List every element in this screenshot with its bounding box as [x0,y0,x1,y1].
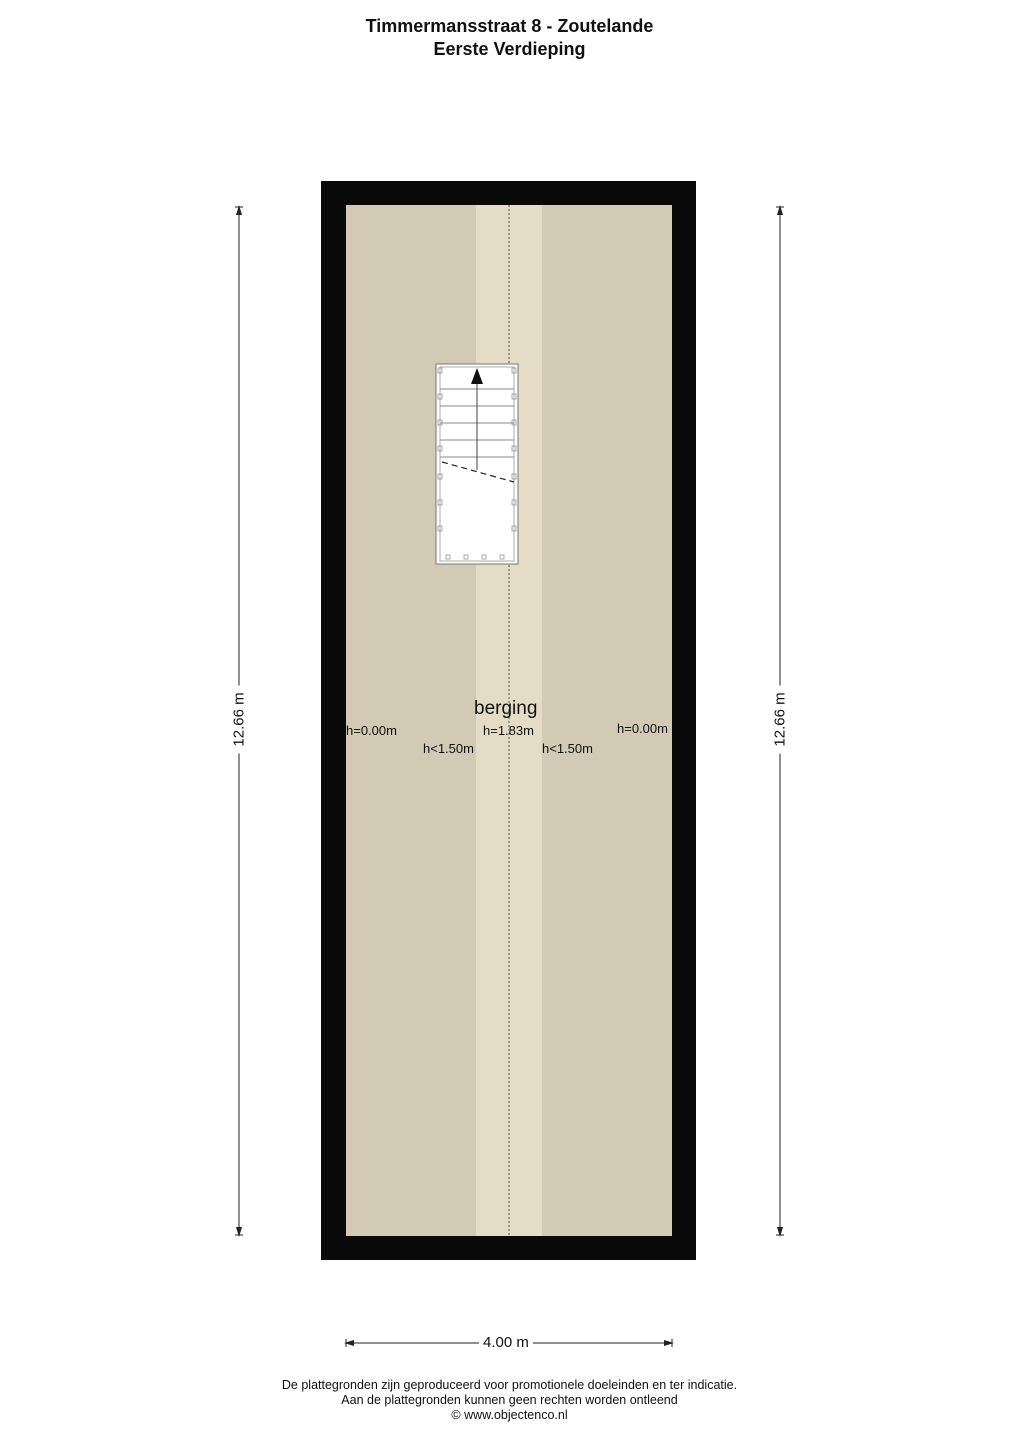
height-right-edge: h=0.00m [617,721,668,736]
disclaimer-line-2: Aan de plattegronden kunnen geen rechten worden ontleend [341,1393,678,1407]
staircase [436,364,518,564]
height-ridge: h=1.83m [483,723,534,738]
disclaimer-line-1: De plattegronden zijn geproduceerd voor promotionele doeleinden en ter indicatie. [281,1378,738,1392]
height-left-edge: h=0.00m [346,723,397,738]
floor-name: Eerste Verdieping [433,39,586,59]
height-left-slope: h<1.50m [423,741,474,756]
dimension-bottom: 4.00 m [479,1334,533,1351]
dimension-left: 12.66 m [231,686,248,754]
dimension-right: 12.66 m [772,686,789,754]
plan-title: Timmermansstraat 8 - Zoutelande [365,16,654,36]
copyright: © www.objectenco.nl [451,1408,568,1422]
height-right-slope: h<1.50m [542,741,593,756]
room-name-berging: berging [474,698,538,719]
